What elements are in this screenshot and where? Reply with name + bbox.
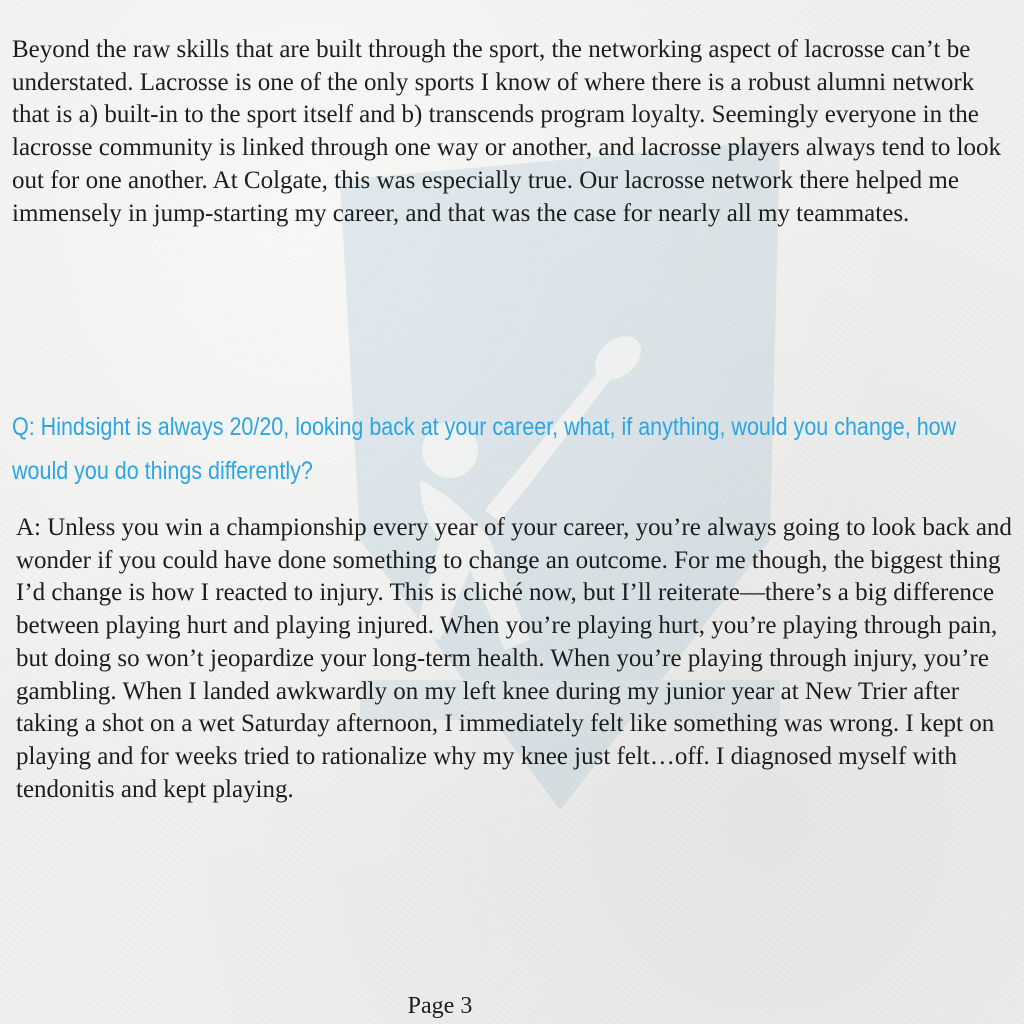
interview-answer: A: Unless you win a championship every year of your career, you’re always going to look back and wonder if you could have done something to change an outcome. For me though, the biggest thing I’d change is how I reacted to injury. This is cliché now, but I’ll reiterate—there’s a big difference between playing hurt and playing injured. When you’re playing hurt, you’re playing through pain, but doing so won’t jeopardize your long-term health. When you’re playing through injury, you’re gambling. When I landed awkwardly on my left knee during my junior year at New Trier after taking a shot on a wet Saturday afternoon, I immediately felt like something was wrong. I kept on playing and for weeks tried to rationalize why my knee just felt…off. I diagnosed myself with tendonitis and kept playing. (16, 514, 1012, 803)
interview-question: Q: Hindsight is always 20/20, looking back at your career, what, if anything, would you change, how would you do things differently? (12, 413, 957, 485)
page-number: Page 3 (407, 993, 473, 1019)
paragraph-networking: Beyond the raw skills that are built through the sport, the networking aspect of lacrosse can’t be understated. Lacrosse is one of the only sports I know of where there is a robust alumni network that is a) built-in to the sport itself and b) transcends program loyalty. Seemingly everyone in the lacrosse community is linked through one way or another, and lacrosse players always tend to look out for one another. At Colgate, this was especially true. Our lacrosse network there helped me immensely in jump-starting my career, and that was the case for nearly all my teammates. (12, 36, 1002, 227)
